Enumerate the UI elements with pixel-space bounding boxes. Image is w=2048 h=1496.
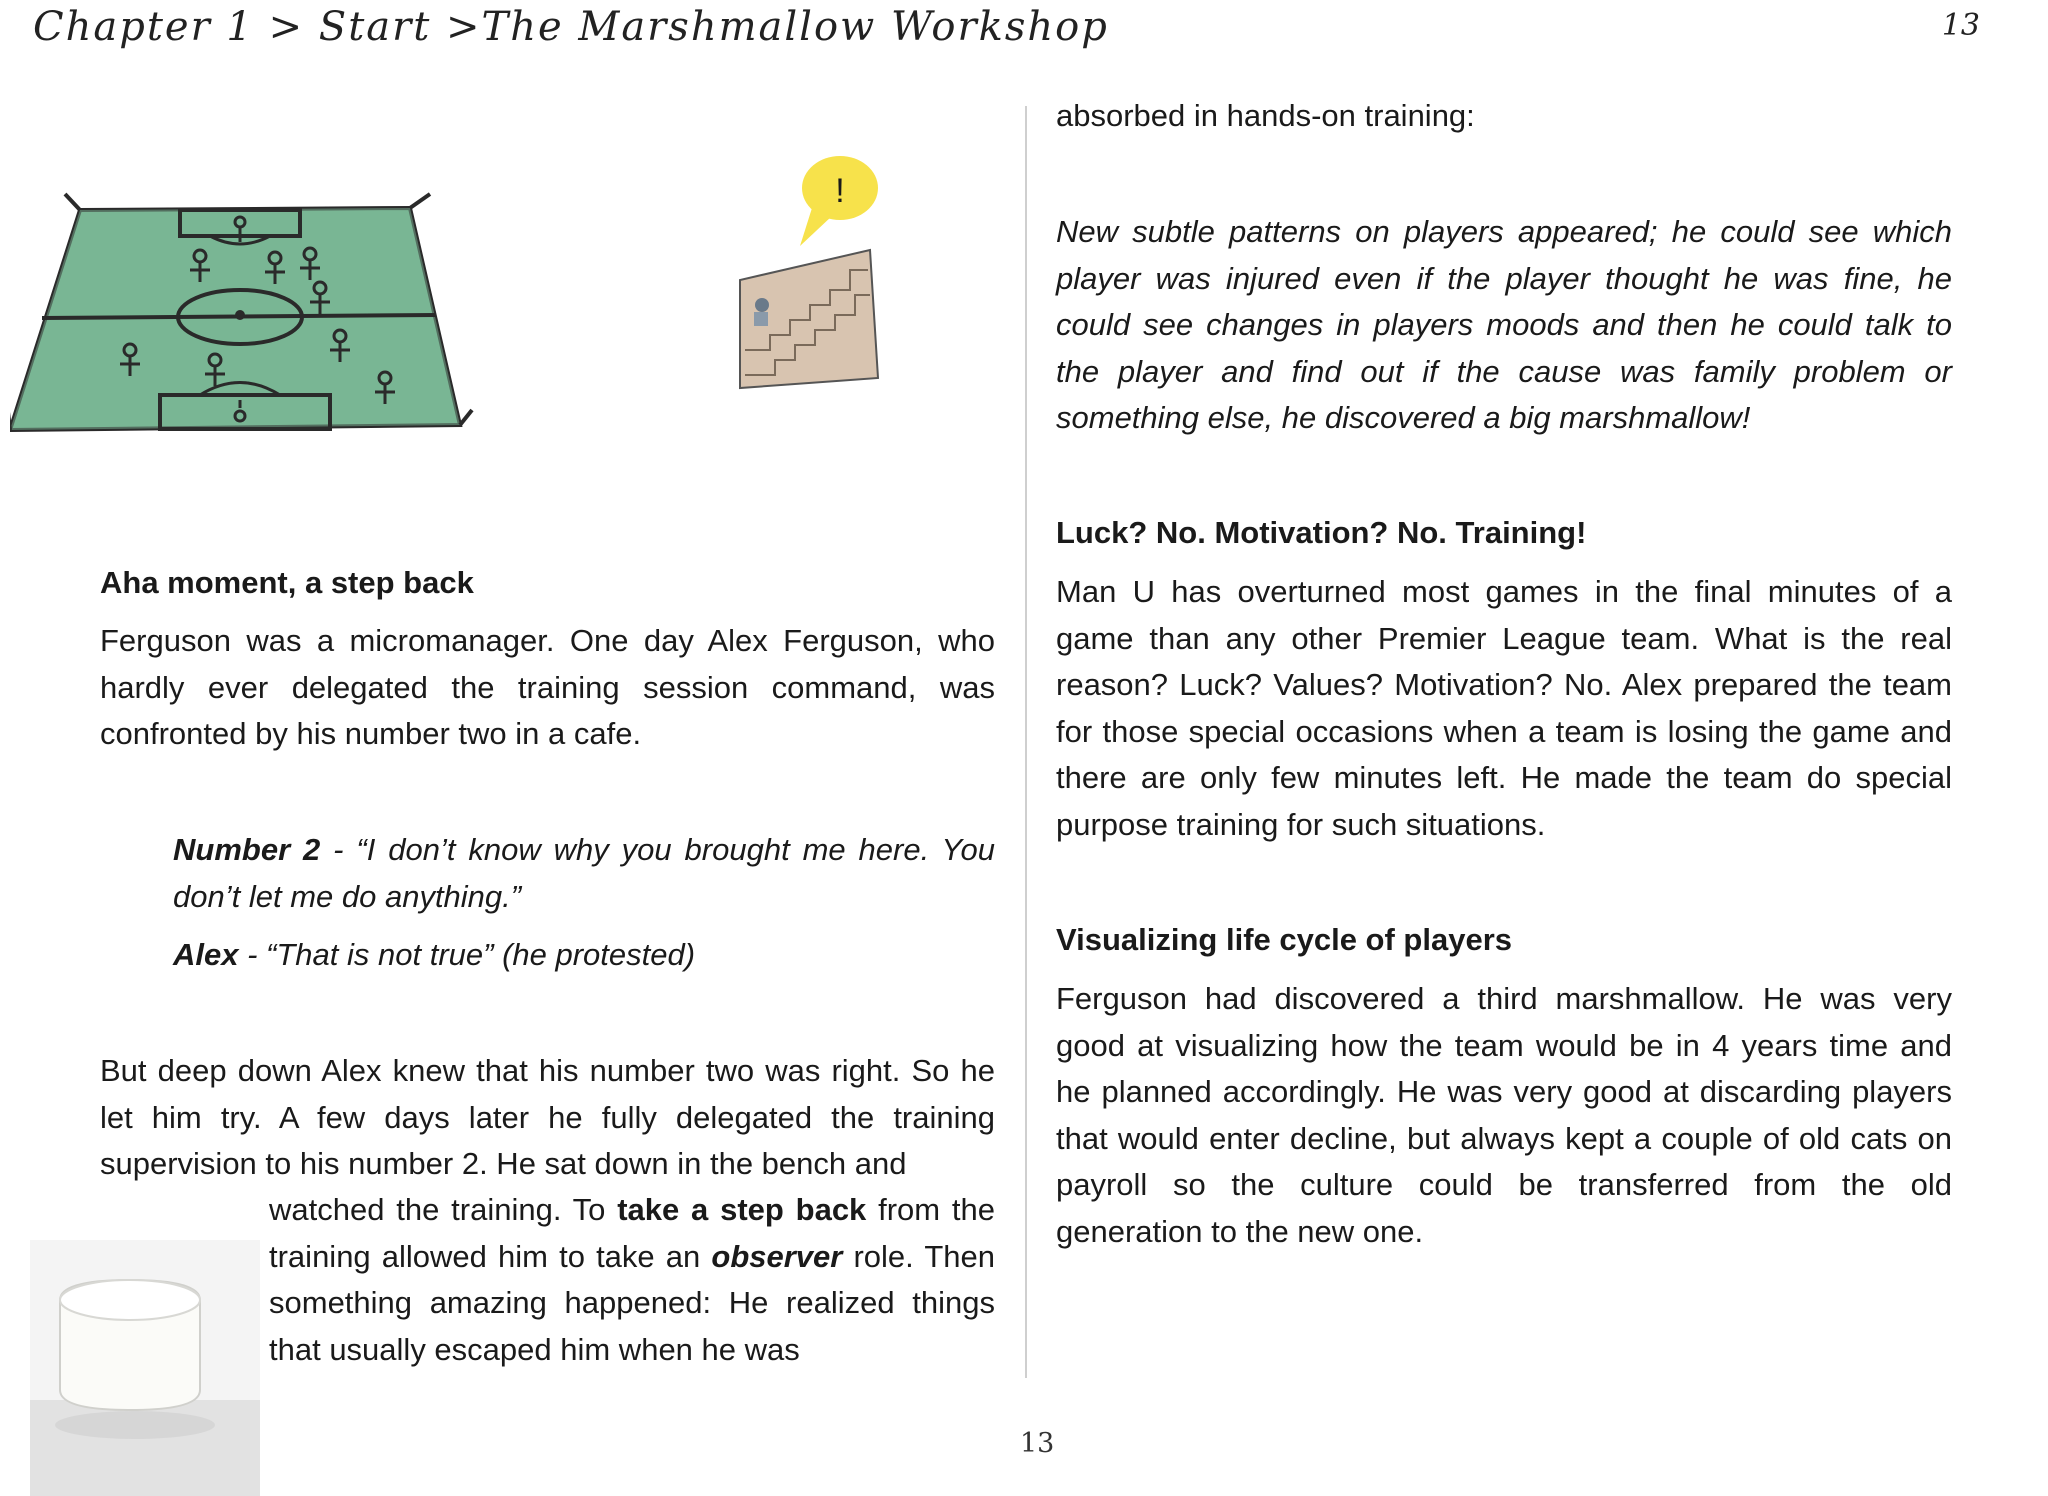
speech-bubble-text: ! bbox=[835, 172, 845, 210]
quote-separator: - bbox=[238, 937, 267, 972]
text-run: from the training allowed him to take an bbox=[269, 1192, 995, 1274]
quote-speaker: Alex bbox=[173, 937, 239, 972]
dialogue-quote bbox=[173, 827, 995, 920]
paragraph bbox=[269, 1187, 995, 1373]
footer-page-number: 13 bbox=[1020, 1428, 1055, 1459]
stairs-illustration bbox=[700, 150, 900, 390]
marshmallow-image bbox=[30, 1240, 260, 1496]
paragraph: Ferguson had discovered a third marshmallow. He was very good at visualizing how the team would be in 4 years time and he planned accordingly. He was very good at discarding players that would enter decline, but always kept a couple of old cats on payroll so the culture could be transferred from the old generation to the new one. bbox=[1056, 981, 1952, 1249]
dialogue-quote bbox=[173, 932, 995, 979]
paragraph: Man U has overturned most games in the final minutes of a game than any other Premier League team. What is the real reason? Luck? Values? Motivation? No. Alex prepared the team for those special occasions when a team is losing the game and there are only few minutes left. He made the team do special purpose training for such situations. bbox=[1056, 574, 1952, 842]
header-page-number: 13 bbox=[1941, 8, 1980, 43]
quote-separator: - bbox=[320, 832, 357, 867]
quote-speaker: Number 2 bbox=[173, 832, 321, 867]
paragraph: Ferguson was a micromanager. One day Alex Ferguson, who hardly ever delegated the training session command, was confronted by his number two in a cafe. bbox=[100, 623, 995, 751]
section-heading: Aha moment, a step back bbox=[100, 565, 474, 600]
quote-text: “I don’t know why you brought me here. You don’t let me do anything.” bbox=[173, 832, 995, 914]
emphasis-text: observer bbox=[711, 1238, 843, 1274]
column-divider bbox=[1025, 106, 1027, 1378]
section-heading: Visualizing life cycle of players bbox=[1056, 922, 1513, 957]
text-run: role. Then something amazing happened: He realized things that usually escaped him when he was bbox=[269, 1238, 995, 1367]
emphasis-text: take a step back bbox=[617, 1192, 867, 1227]
section-heading: Luck? No. Motivation? No. Training! bbox=[1056, 515, 1587, 550]
paragraph: But deep down Alex knew that his number two was right. So he let him try. A few days later he fully delegated the training supervision to his number 2. He sat down in the bench and bbox=[100, 1053, 995, 1181]
paragraph: absorbed in hands-on training: bbox=[1056, 98, 1475, 133]
quote-text: “That is not true” (he protested) bbox=[266, 937, 696, 972]
italic-paragraph: New subtle patterns on players appeared; he could see which player was injured even if the player thought he was fine, he could see changes in players moods and then he could talk to the player and find out if the cause was family problem or something else, he discovered a big marshmallow! bbox=[1056, 214, 1952, 435]
football-pitch-illustration bbox=[10, 190, 480, 460]
breadcrumb: Chapter 1 > Start >The Marshmallow Workshop bbox=[33, 4, 1109, 50]
text-run: watched the training. To bbox=[269, 1192, 618, 1227]
